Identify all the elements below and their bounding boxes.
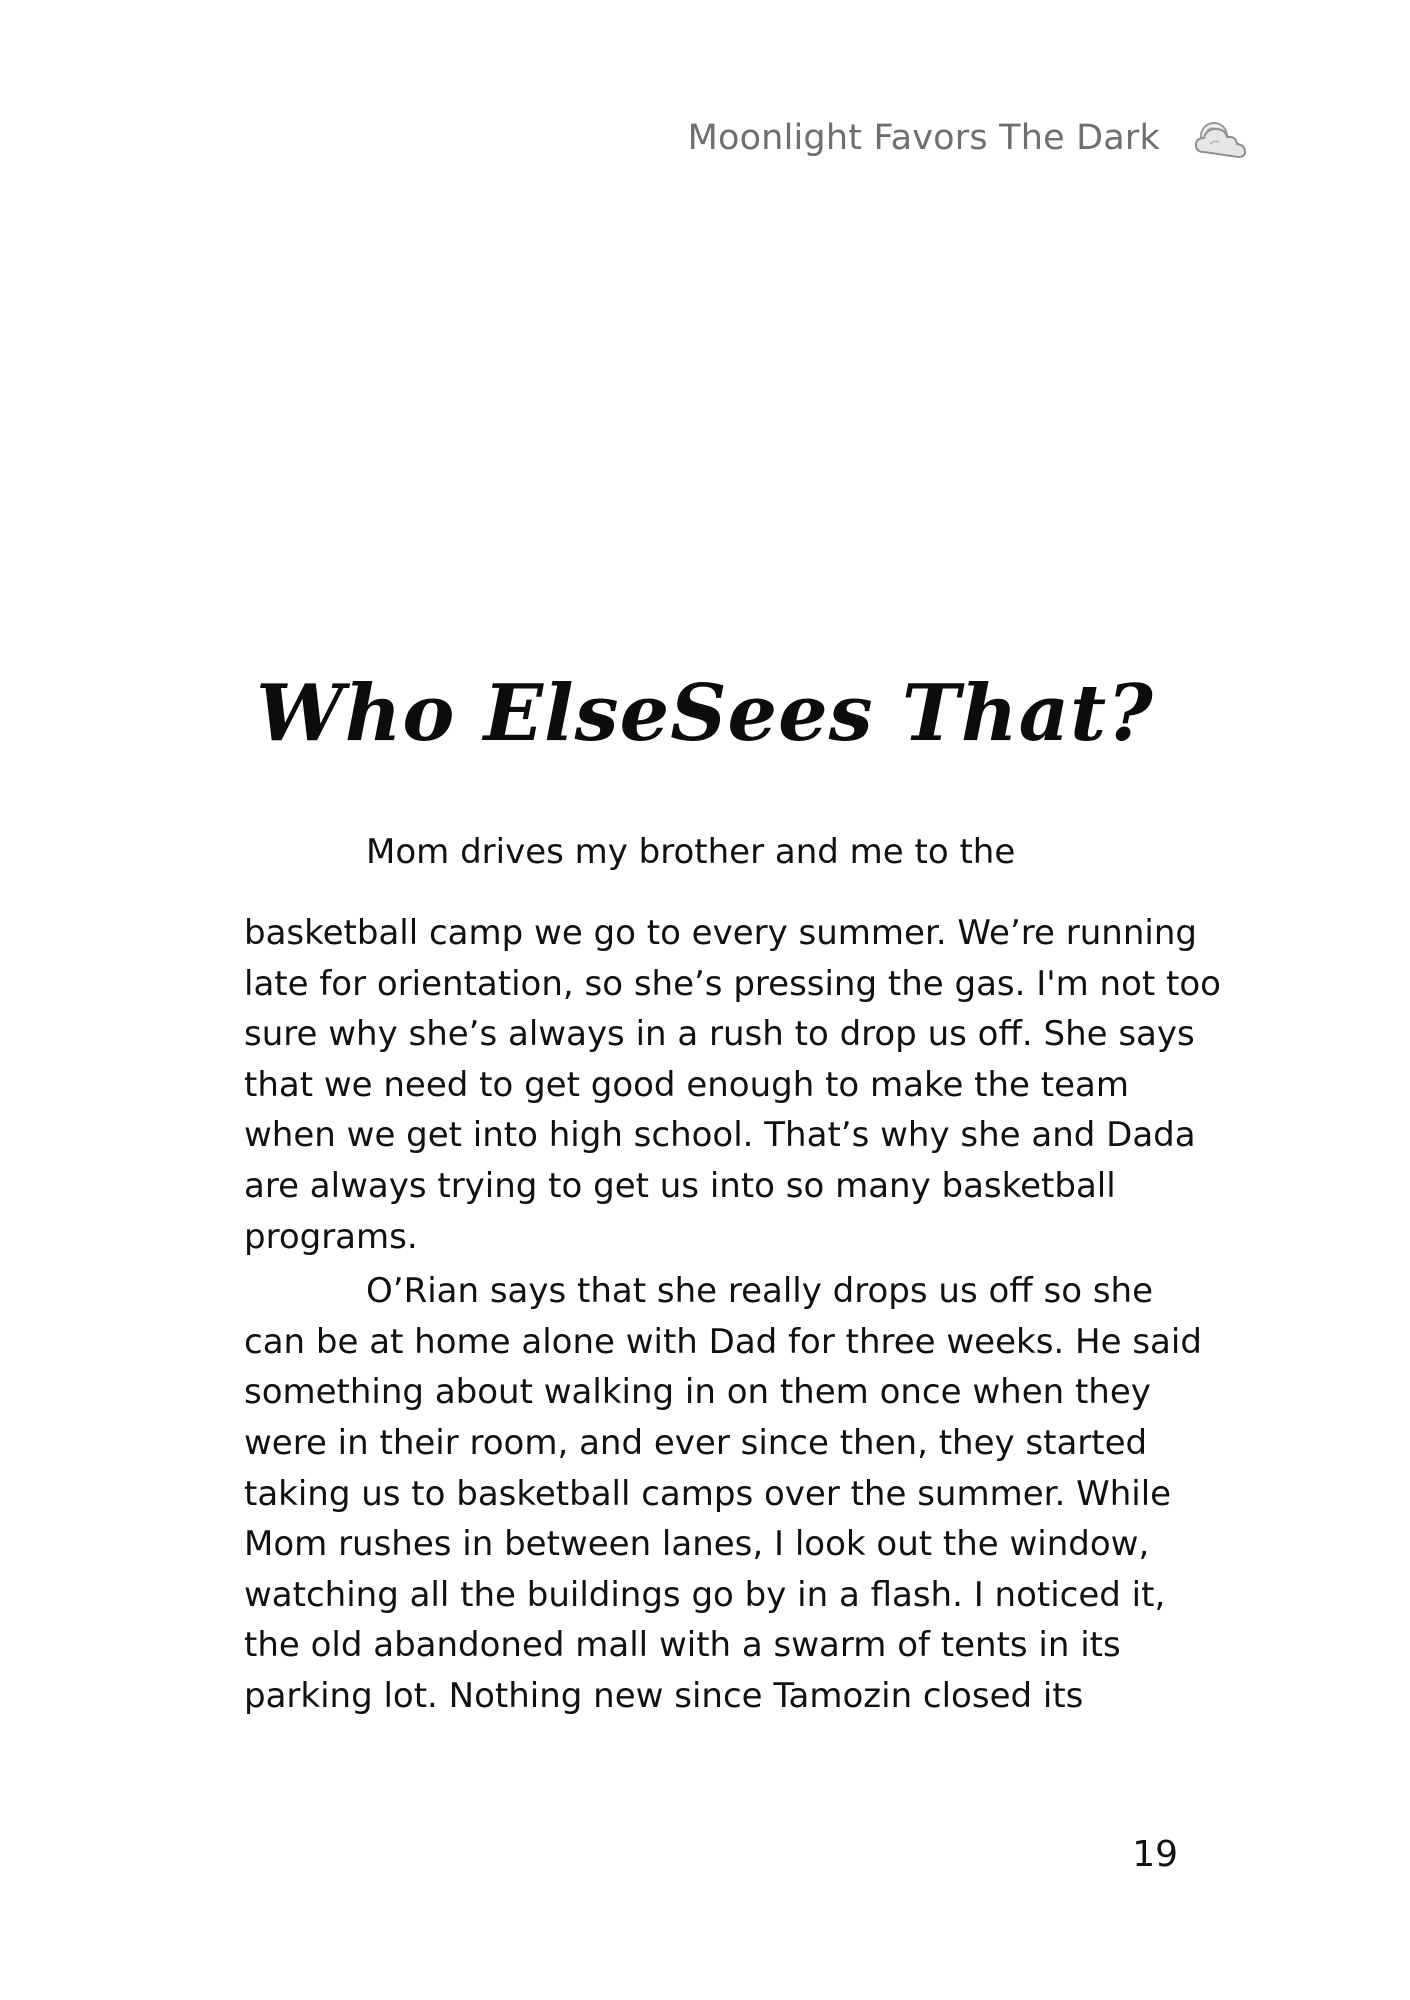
body-line: watching all the buildings go by in a flash. I noticed it, — [244, 1574, 1166, 1615]
running-header-title: Moonlight Favors The Dark — [687, 118, 1160, 158]
body-line: late for orientation, so she’s pressing the gas. I'm not too — [244, 963, 1221, 1004]
body-line: basketball camp we go to every summer. We’re running — [244, 913, 1197, 953]
body-line: the old abandoned mall with a swarm of tents in its — [244, 1625, 1121, 1666]
body-line: Mom rushes in between lanes, I look out the window, — [244, 1524, 1150, 1565]
first-paragraph-opening-line: Mom drives my brother and me to the — [366, 832, 1016, 872]
body-line: that we need to get good enough to make the team — [244, 1064, 1129, 1105]
body-line: something about walking in on them once when they — [244, 1372, 1151, 1413]
cloud-moon-icon — [1190, 116, 1250, 160]
body-line: were in their room, and ever since then, they started — [244, 1422, 1148, 1463]
page-number: 19 — [1132, 1834, 1178, 1875]
body-line: sure why she’s always in a rush to drop us off. She says — [244, 1014, 1195, 1055]
chapter-title: Who ElseSees That? — [256, 668, 1154, 759]
body-line: are always trying to get us into so many basketball — [244, 1165, 1116, 1206]
body-line: taking us to basketball camps over the summer. While — [244, 1473, 1172, 1514]
body-text — [244, 908, 1221, 1722]
body-line-paragraph-start: O’Rian says that she really drops us off so she — [366, 1271, 1153, 1312]
body-line: programs. — [244, 1216, 418, 1257]
body-line: parking lot. Nothing new since Tamozin closed its — [244, 1675, 1084, 1716]
body-line: when we get into high school. That’s why she and Dada — [244, 1115, 1196, 1156]
running-header — [688, 116, 1250, 160]
body-line: can be at home alone with Dad for three weeks. He said — [244, 1321, 1202, 1362]
